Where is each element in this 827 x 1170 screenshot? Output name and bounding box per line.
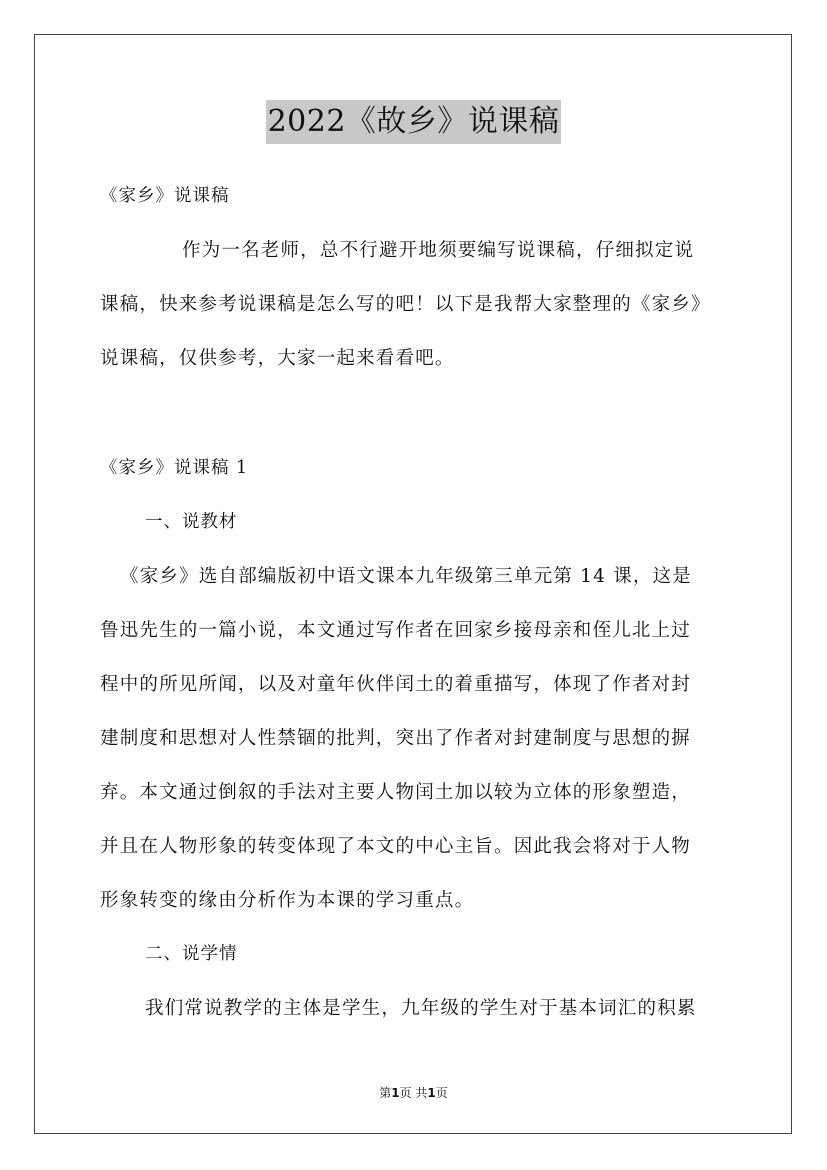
intro-line-2: 课稿，快来参考说课稿是怎么写的吧！以下是我帮大家整理的《家乡》 (100, 294, 711, 315)
part1-heading: 一、说教材 (145, 512, 238, 532)
title-container (0, 100, 827, 144)
footer-page-total: 1 (427, 1086, 436, 1100)
footer-prefix: 第 (379, 1086, 392, 1100)
intro-line-1: 作为一名老师，总不行避开地须要编写说课稿，仔细拟定说 (182, 240, 695, 261)
footer-page-number: 1 (391, 1086, 400, 1100)
part1-line-1: 《家乡》选自部编版初中语文课本九年级第三单元第 14 课，这是 (120, 566, 693, 587)
page-footer (0, 1084, 827, 1101)
document-title: 2022《故乡》说课稿 (266, 100, 562, 144)
part1-line-3: 程中的所见所闻，以及对童年伙伴闰土的着重描写，体现了作者对封 (100, 674, 692, 695)
footer-suffix: 页 (435, 1086, 448, 1100)
document-subtitle: 《家乡》说课稿 (100, 186, 230, 206)
part1-line-2: 鲁迅先生的一篇小说，本文通过写作者在回家乡接母亲和侄儿北上过 (100, 620, 692, 641)
part2-line-1: 我们常说教学的主体是学生，九年级的学生对于基本词汇的积累 (145, 998, 697, 1019)
section-title: 《家乡》说课稿 1 (100, 458, 249, 478)
footer-mid: 页 共 (399, 1086, 428, 1100)
part1-line-5: 弃。本文通过倒叙的手法对主要人物闰土加以较为立体的形象塑造， (100, 782, 692, 803)
part1-line-4: 建制度和思想对人性禁锢的批判，突出了作者对封建制度与思想的摒 (100, 728, 692, 749)
intro-line-3: 说课稿，仅供参考，大家一起来看看吧。 (100, 348, 455, 369)
part1-line-7: 形象转变的缘由分析作为本课的学习重点。 (100, 890, 475, 911)
part1-line-6: 并且在人物形象的转变体现了本文的中心主旨。因此我会将对于人物 (100, 836, 692, 857)
part2-heading: 二、说学情 (145, 944, 238, 964)
